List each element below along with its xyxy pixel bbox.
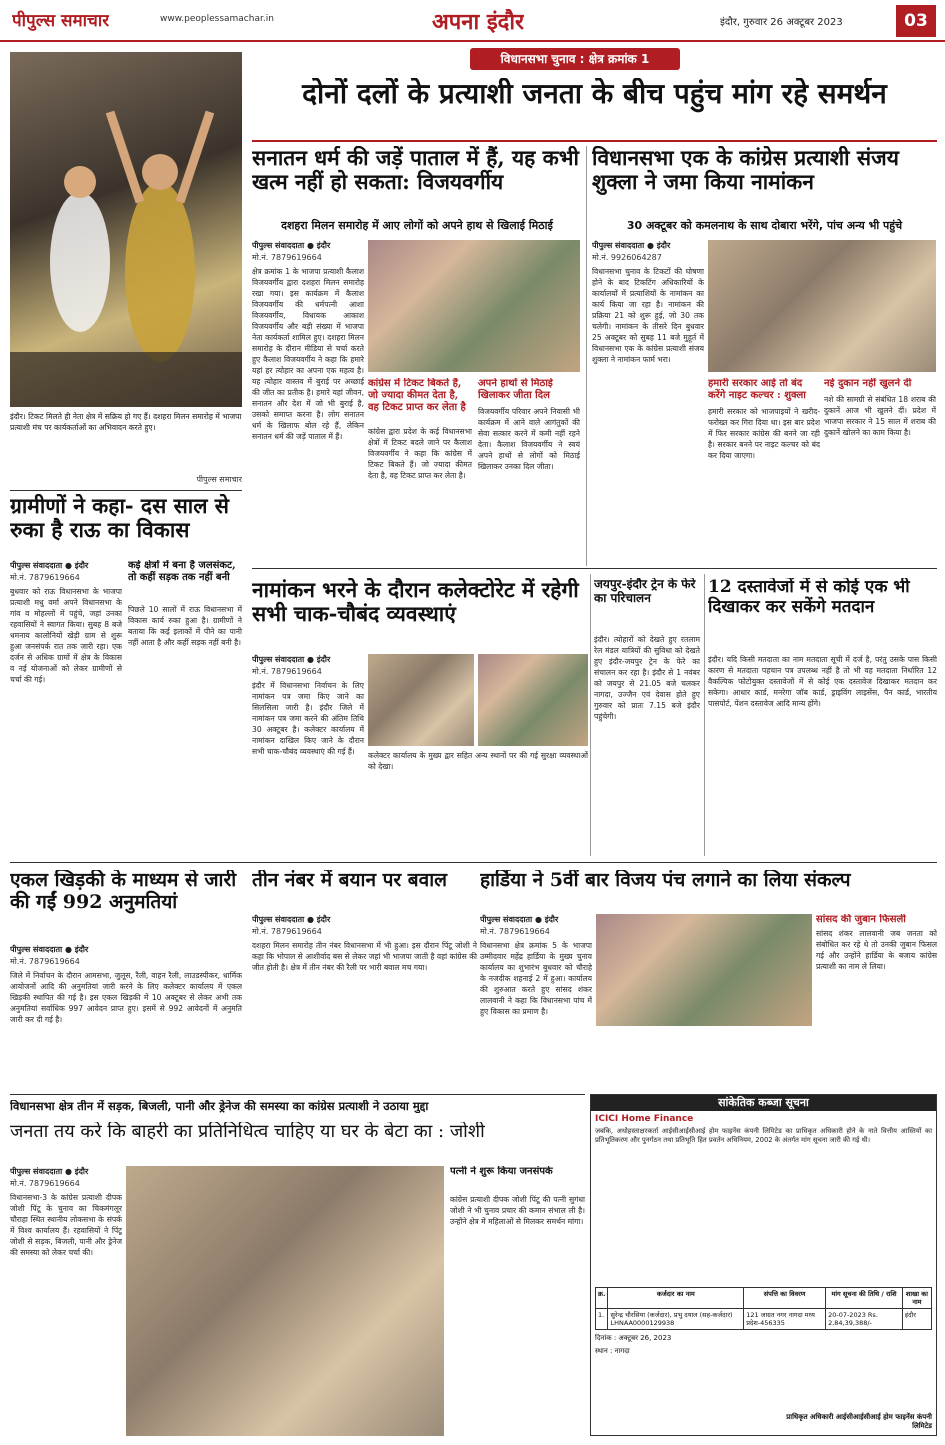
story1-body: क्षेत्र क्रमांक 1 के भाजपा प्रत्याशी कैलाश विजयवर्गीय द्वारा दशहरा मिलन समारोह रखा गया। इस कार्यक्रम में कैलाश विजयवर्गीय की धर्मपत्नी आशा विजयवर्गीय, विधायक आकाश विजयवर्गीय और बड़ी संख्या में भाजपा नेता कार्यकर्ता शामिल हुए। दशहरा मिलन समारोह के दौरान मीडिया से चर्चा करते हुए कैलाश विजयवर्गीय ने कहा कि हमारे यहां हर त्योहार का अपना एक महत्व है। यह त्योहार वास्तव में बुराई पर अच्छाई की जीत का प्रतीक है। हमारे यहां जीवन, सनातन और देश में जो भी बुराई है, उसको समाप्त करना है। लोग सनातन धर्म के खिलाफ बोल रहे हैं, लेकिन सनातन धर्म की जड़ें पाताल में हैं। [252,267,364,441]
story2-body: विधानसभा चुनाव के टिकटों की घोषणा होने के बाद टिकटिंग अधिकारियों के कार्यालयों में प्रत्याशियों के नामांकन का कार्य किया जा रहा है। नामांकन की प्रक्रिया 21 को शुरू हुई, जो 30 तक चलेगी। नामांकन के तीसरे दिन बुधवार 25 अक्टूबर को सुबह 11 बजे मुहूर्त में विधानसभा एक के कांग्रेस प्रत्याशी संजय शुक्ला ने नामांकन फार्म भरा। [592,267,704,364]
dateline: इंदौर, गुरुवार 26 अक्टूबर 2023 [720,17,843,28]
story4-mobile: मो.नं. 7879619664 [252,667,322,676]
story1-photo [368,240,580,372]
cell: इंदौर [902,1309,931,1330]
story7-mobile: मो.नं. 7879619664 [10,957,80,966]
story1-byline: पीपुल्स संवाददाता ● इंदौर [252,241,331,250]
story9-box-body: सांसद शंकर लालवानी जब जनता को संबोधित कर रहे थे तो उनकी जुबान फिसल गई और उन्होंने हार्डिया के बजाय कांग्रेस प्रत्याशी का नाम ले लिया। [816,929,937,971]
notice-col-name: कर्जदार का नाम [608,1288,744,1309]
notice-col-sn: क्र. [596,1288,608,1309]
story2-headline: विधानसभा एक के कांग्रेस प्रत्याशी संजय शुक्ला ने जमा किया नामांकन [592,146,899,195]
story5-headline: जयपुर-इंदौर ट्रेन के फेरे का परिचालन [594,578,696,605]
notice-signatory: प्राधिकृत अधिकारी आईसीआईसीआई होम फाइनेंस कंपनी लिमिटेड [786,1413,932,1430]
story9-headline: हार्डिया ने 5वीं बार विजय पंच लगाने का लिया संकल्प [480,870,851,891]
story1-box2-body: विजयवर्गीय परिवार अपने निवासी भी कार्यक्रम में आने वाले आगंतुकों की सेवा सत्कार करने में कमी नहीं रहने देता। कैलाश विजयवर्गीय ने स्वयं अपने हाथों से लोगों को मिठाई खिलाकर उनका दिल जीता। [478,407,580,471]
story4-photo-caption: कलेक्टर कार्यालय के मुख्य द्वार सहित अन्य स्थानों पर की गई सुरक्षा व्यवस्थाओं को देखा। [368,751,588,771]
story10-strap: विधानसभा क्षेत्र तीन में सड़क, बिजली, पानी और ड्रेनेज की समस्या का कांग्रेस प्रत्याशी ने उठाया मुद्दा [10,1100,429,1113]
story4-body: इंदौर में विधानसभा निर्वाचन के लिए नामांकन पत्र जमा किए जाने का सिलसिला जारी है। इंदौर जिले में नामांकन पत्र जमा करने की अंतिम तिथि 30 अक्टूबर है। कलेक्टर कार्यालय में नामांकन दाखिल किए जाने के दौरान सभी चाक-चौबंद व्यवस्थाएं की गई हैं। [252,681,364,756]
story2-byline: पीपुल्स संवाददाता ● इंदौर [592,241,671,250]
column-rule [590,574,591,856]
divider [10,1094,585,1095]
main-headline: दोनों दलों के प्रत्याशी जनता के बीच पहुंच मांग रहे समर्थन [302,78,887,110]
notice-company: ICICI Home Finance [595,1114,694,1124]
story1-box1-body: कांग्रेस द्वारा प्रदेश के कई विधानसभा क्षेत्रों में टिकट बदले जाने पर कैलाश विजयवर्गीय ने कहा कि कांग्रेस में टिकट बिकते हैं। जो ज्यादा कीमत देता है, वह टिकट प्राप्त कर लेता है। [368,427,472,480]
masthead [0,0,945,42]
divider [252,568,937,569]
story10-photo [126,1166,444,1436]
story5-body: इंदौर। त्योहारों को देखते हुए रतलाम रेल मंडल यात्रियों की सुविधा को देखते हुए इंदौर-जयपुर ट्रेन के फेरे का संचालन कर रहा है। इंदौर से 1 नवंबर को जयपुर से 21.05 बजे चलकर नागदा, उज्जैन एवं देवास होते हुए गुरुवार को प्रातः 7.15 बजे इंदौर पहुंचेगी। [594,635,700,721]
story4-photo-left [368,654,474,746]
story3-body: बुधवार को राऊ विधानसभा के भाजपा प्रत्याशी मधु वर्मा अपने विधानसभा के गांव व मोहल्लों में पहुंचे, जहां उनका रहवासियों ने स्वागत किया। सुबह 8 बजे धमनाय कालोनियों खेड़ी ग्राम से शुरू हुआ जनसंपर्क रात तक जारी रहा। एक दर्जन से अधिक ग्रामों में क्षेत्र के विकास व नई योजनाओं को लेकर ग्रामीणों से चर्चा की गई। [10,587,122,684]
story9-photo [596,914,812,1026]
story10-body: विधानसभा-3 के कांग्रेस प्रत्याशी दीपक जोशी पिंटू के चुनाव का चिकमंगलूर चौराहा स्थित स्थानीय लोकसभा के संपर्क में विश्व कार्यालय हैं। रहवासियों ने पिंटू जोशी से सड़क, बिजली, पानी और ड्रेनेज की समस्या को लेकर चर्चा की। [10,1193,122,1257]
story2-box1-title: हमारी सरकार आई तो बंद करेंगे नाइट कल्चर : शुक्ला [708,378,806,401]
notice-col-property: संपत्ति का विवरण [744,1288,826,1309]
divider [10,490,242,491]
cell: सुरेन्द्र चौरसिया (कर्जदार), प्रभु दयाल (सह-कर्जदार) LHNAA0000129938 [608,1309,744,1330]
story8-byline: पीपुल्स संवाददाता ● इंदौर [252,915,331,924]
column-rule [704,574,705,856]
legal-notice [590,1094,937,1436]
story8-headline: तीन नंबर में बयान पर बवाल [252,870,448,891]
divider [10,862,937,863]
section-title: अपना इंदौर [432,9,525,35]
story4-headline: नामांकन भरने के दौरान कलेक्टोरेट में रहेगी सभी चाक-चौबंद व्यवस्थाएं [252,578,579,627]
story6-headline: 12 दस्तावेजों में से कोई एक भी दिखाकर कर सकेंगे मतदान [708,578,910,617]
story8-body: दशहरा मिलन समारोह तीन नंबर विधानसभा में भी हुआ। इस दौरान पिंटू जोशी ने कहा कि भोपाल से आशीर्वाद बस से लेकर जहां भी भाजपा जाती है वहां कांग्रेस की जीत होती है। क्षेत्र में तीन नंबर की रैली पर भारी बवाल मच गया। [252,941,477,972]
story4-photo-right [478,654,588,746]
notice-col-branch: शाखा का नाम [902,1288,931,1309]
story1-mobile: मो.नं. 7879619664 [252,253,322,262]
story10-byline: पीपुल्स संवाददाता ● इंदौर [10,1167,89,1176]
story3-byline: पीपुल्स संवाददाता ● इंदौर [10,561,89,570]
story9-body: विधानसभा क्षेत्र क्रमांक 5 के भाजपा उम्मीदवार महेंद्र हार्डिया के मुख्य चुनाव कार्यालय का शुभारंभ बुधवार को चौराहे के नजदीक शहनाई 2 में हुआ। कार्यालय की शुरुआत करते हुए सांसद शंकर लालवानी ने कहा कि विधानसभा पांच में हुए विकास का प्रमाण है। [480,941,592,1016]
story10-headline: जनता तय करे कि बाहरी का प्रतिनिधित्व चाहिए या घर के बेटा का : जोशी [10,1122,485,1142]
story2-box2-title: नई दुकान नहीं खुलने दी [824,378,912,389]
story9-byline: पीपुल्स संवाददाता ● इंदौर [480,915,559,924]
story2-box2-body: नशे की सामग्री से संबंधित 18 शराब की दुकानें आज भी खुलने दीं। प्रदेश में भाजपा सरकार ने 15 साल में शराब की दुकानें खोलने का काम किया है। [824,395,936,437]
series-tag: विधानसभा चुनाव : क्षेत्र क्रमांक 1 [470,48,680,70]
story7-body: जिले में निर्वाचन के दौरान आमसभा, जुलूस, रैली, वाहन रैली, लाउडस्पीकर, धार्मिक आयोजनों आदि की अनुमतियां जारी करने के लिए कलेक्टर कार्यालय में एकल खिड़की स्थापित की गई है। इस एकल खिड़की में 10 अक्टूबर से लेकर अभी तक अनुमतियां सर्वाधिक 997 आवेदन प्राप्त हुए। इसमें से 992 आवेदनों में अनुमति जारी कर दी गई है। [10,971,242,1024]
story4-byline: पीपुल्स संवाददाता ● इंदौर [252,655,331,664]
notice-place: स्थान : नागदा [595,1347,630,1355]
story2-box1-body: हमारी सरकार को भाजपाइयों ने खरीद-फरोख्त कर गिरा दिया था। इस बार प्रदेश में फिर सरकार कांग्रेस की बनने जा रही है। सरकार बनने पर नाइट कल्चर को बंद कर दिया जाएगा। [708,407,820,460]
story9-mobile: मो.नं. 7879619664 [480,927,550,936]
notice-title: सांकेतिक कब्जा सूचना [591,1095,936,1111]
story7-byline: पीपुल्स संवाददाता ● इंदौर [10,945,89,954]
photo-credit: पीपुल्स समाचार [196,475,242,484]
story1-box2-title: अपने हाथों से मिठाई खिलाकर जीता दिल [478,378,553,401]
story10-mobile: मो.नं. 7879619664 [10,1179,80,1188]
notice-intro: जबकि, अधोहस्ताक्षरकर्ता आईसीआईसीआई होम फाइनेंस कंपनी लिमिटेड का प्राधिकृत अधिकारी होने के नाते वित्तीय आस्तियों का प्रतिभूतिकरण और पुनर्गठन तथा प्रतिभूति हित प्रवर्तन अधिनियम, 2002 के अंतर्गत मांग सूचना जारी की गई थी। [595,1127,932,1144]
story6-body: इंदौर। यदि किसी मतदाता का नाम मतदाता सूची में दर्ज है, परंतु उसके पास किसी कारण से मतदाता पहचान पत्र उपलब्ध नहीं है तो भी वह मतदाता निर्धारित 12 वैकल्पिक फोटोयुक्त दस्तावेजों में से कोई एक दस्तावेज दिखाकर मतदान कर सकेगा। आधार कार्ड, मनरेगा जॉब कार्ड, ड्राइविंग लाइसेंस, पैन कार्ड, भारतीय पासपोर्ट, पेंशन दस्तावेज आदि मान्य होंगे। [708,655,937,708]
story10-box-body: कांग्रेस प्रत्याशी दीपक जोशी पिंटू की पत्नी सुगंधा जोशी ने भी चुनाव प्रचार की कमान संभाल ली है। उन्होंने क्षेत्र में महिलाओं से मिलकर समर्थन मांगा। [450,1195,585,1226]
story8-mobile: मो.नं. 7879619664 [252,927,322,936]
notice-date: दिनांक : अक्टूबर 26, 2023 [595,1334,672,1342]
cell: 1. [596,1309,608,1330]
cell: 20-07-2023 Rs. 2,84,39,388/- [826,1309,903,1330]
brand-logo[interactable]: पीपुल्स समाचार [12,11,110,31]
story7-headline: एकल खिड़की के माध्यम से जारी की गईं 992 अनुमतियां [10,870,237,913]
story3-box-title: कई क्षेत्रों में बना है जलसंकट, तो कहीं सड़क तक नहीं बनी [128,560,236,583]
story1-subhead: दशहरा मिलन समारोह में आए लोगों को अपने हाथ से खिलाई मिठाई [281,219,553,232]
headline-divider [252,140,937,142]
notice-table [595,1287,932,1330]
website-url[interactable]: www.peoplessamachar.in [160,14,274,24]
cell: 121 जाग्रत नगर नागदा मध्य प्रदेश-456335 [744,1309,826,1330]
story2-subhead: 30 अक्टूबर को कमलनाथ के साथ दोबारा भरेंगे, पांच अन्य भी पहुंचे [626,219,903,232]
story9-box-title: सांसद की जुबान फिसली [816,914,906,925]
story1-headline: सनातन धर्म की जड़ें पाताल में हैं, यह कभी खत्म नहीं हो सकता: विजयवर्गीय [252,146,579,195]
story2-photo [708,240,936,372]
notice-col-demand: मांग सूचना की तिथि / राशि [826,1288,903,1309]
table-row [596,1309,932,1330]
lead-photo [10,52,242,407]
story10-box-title: पत्नी ने शुरू किया जनसंपर्क [450,1166,553,1177]
story3-box-body: पिछले 10 सालों में राऊ विधानसभा में विकास कार्य रुका हुआ है। ग्रामीणों ने बताया कि कई इलाकों में पीने का पानी नहीं आता है और कहीं सड़क नहीं बनी है। [128,605,242,647]
page-number: 03 [896,5,936,37]
lead-photo-caption: इंदौर। टिकट मिलते ही नेता क्षेत्र में सक्रिय हो गए हैं। दशहरा मिलन समारोह में भाजपा प्रत्याशी मंच पर कार्यकर्ताओं का अभिवादन करते हुए। [10,412,242,432]
rally-figures-image [10,52,242,407]
story3-mobile: मो.नं. 7879619664 [10,573,80,582]
story2-mobile: मो.नं. 9926064287 [592,253,662,262]
column-rule [586,146,587,566]
story3-headline: ग्रामीणों ने कहा- दस साल से रुका है राऊ का विकास [10,494,229,543]
story1-box1-title: कांग्रेस में टिकट बिकते हैं, जो ज्यादा कीमत देता है, वह टिकट प्राप्त कर लेता है [368,378,466,413]
